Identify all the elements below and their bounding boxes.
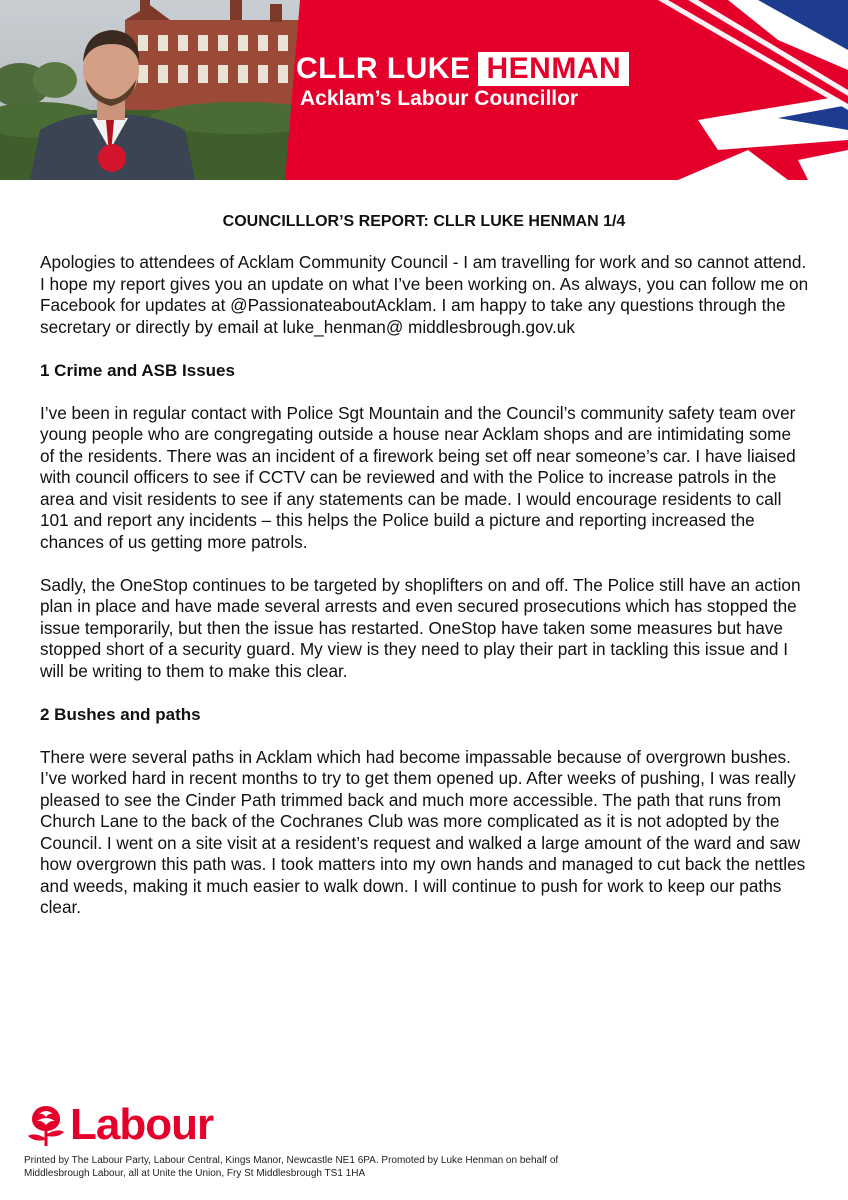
union-flag-graphic bbox=[658, 0, 848, 180]
section-heading: 1 Crime and ASB Issues bbox=[40, 360, 235, 380]
section-paragraph: There were several paths in Acklam which had become impassable because of overgrown bushes. I’ve worked hard in recent months to try to get them opened up. After weeks of pushing, I was really pleased to see the Cinder Path trimmed back and much more accessible. The path that runs from Church Lane to the back of the Cochranes Club was more complicated as it is not adopted by the Council. I went on a site visit at a resident’s request and walked a large amount of the ward and saw how overgrown this path was. I took matters into my own hands and managed to cut back the nettles and weeds, making it much easier to walk down. I will continue to push for work to keep our paths clear. bbox=[40, 746, 806, 917]
banner-subtitle: Acklam’s Labour Councillor bbox=[300, 87, 579, 110]
rose-icon bbox=[24, 1102, 68, 1148]
labour-logo bbox=[24, 1100, 213, 1150]
section-heading: 2 Bushes and paths bbox=[40, 704, 201, 724]
imprint-line: Printed by The Labour Party, Labour Central, Kings Manor, Newcastle NE1 6PA. Promoted by Luke Henman on behalf of bbox=[24, 1155, 559, 1166]
report-content bbox=[40, 252, 810, 940]
section-paragraph: Sadly, the OneStop continues to be targeted by shoplifters on and off. The Police still have an action plan in place and have made several arrests and even secured prosecutions which has stopped the issue temporarily, but then the issue has restarted. OneStop have taken some measures but have stopped short of a security guard. My view is they need to play their part in tackling this issue and I will be writing to them to make this clear. bbox=[40, 574, 801, 681]
imprint-text bbox=[24, 1154, 624, 1180]
header-banner bbox=[0, 0, 848, 180]
councillor-photo bbox=[0, 0, 330, 180]
imprint-line: Middlesbrough Labour, all at Unite the Union, Fry St Middlesbrough TS1 1HA bbox=[24, 1168, 366, 1179]
report-title: COUNCILLLOR’S REPORT: CLLR LUKE HENMAN 1/4 bbox=[222, 213, 626, 230]
intro-paragraph: Apologies to attendees of Acklam Community Council - I am travelling for work and so cannot attend. I hope my report gives you an update on what I’ve been working on. As always, you can follow me on Facebook for updates at @PassionateaboutAcklam. I am happy to take any questions through the secretary or directly by email at luke_henman@ middlesbrough.gov.uk bbox=[40, 252, 809, 337]
section-paragraph: I’ve been in regular contact with Police Sgt Mountain and the Council’s community safety team over young people who are congregating outside a house near Acklam shops and are intimidating some of the residents. There was an incident of a firework being set off near someone’s car. I have liaised with council officers to see if CCTV can be reviewed and with the Police to increase patrols in the area and visit residents to see if any statements can be made. I would encourage residents to call 101 and report any incidents – this helps the Police build a picture and reporting increased the chances of us getting more patrols. bbox=[40, 402, 796, 552]
labour-wordmark: Labour bbox=[70, 1100, 214, 1149]
banner-title bbox=[296, 52, 629, 86]
title-name: CLLR LUKE bbox=[296, 52, 471, 85]
title-surname-highlight: HENMAN bbox=[478, 52, 629, 86]
